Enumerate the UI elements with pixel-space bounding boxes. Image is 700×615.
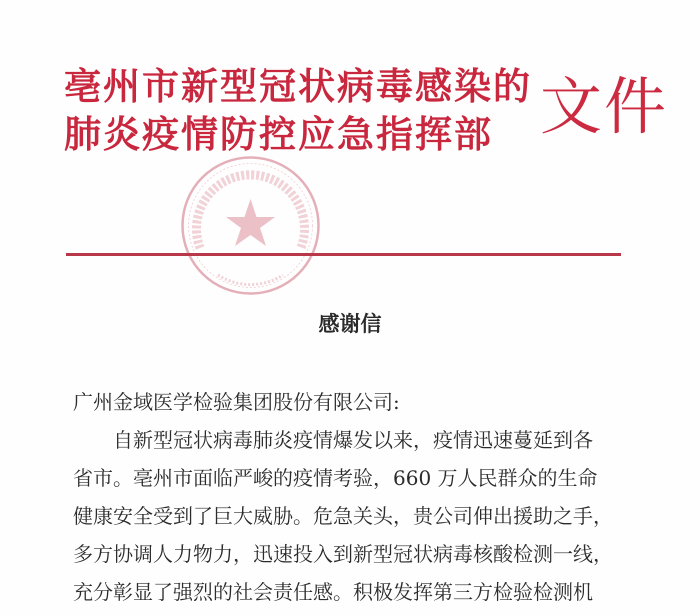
body-line-3: 健康安全受到了巨大威胁。危急关头，贵公司伸出援助之手， — [73, 504, 613, 528]
document-type-label: 文件 — [540, 70, 669, 143]
letter-body — [73, 383, 633, 611]
issuing-authority-title — [64, 62, 532, 158]
authority-title-line-2: 肺炎疫情防控应急指挥部 — [64, 112, 493, 156]
body-line-4: 多方协调人力物力，迅速投入到新型冠状病毒核酸检测一线， — [73, 542, 613, 566]
salutation: 广州金域医学检验集团股份有限公司: — [73, 390, 400, 414]
official-seal-icon — [178, 153, 323, 298]
body-line-1: 自新型冠状病毒肺炎疫情爆发以来，疫情迅速蔓延到各 — [113, 428, 593, 452]
letter-title: 感谢信 — [318, 312, 382, 336]
authority-title-line-1: 亳州市新型冠状病毒感染的 — [64, 64, 532, 108]
body-line-5: 充分彰显了强烈的社会责任感。积极发挥第三方检验检测机 — [73, 580, 593, 604]
body-line-2: 省市。亳州市面临严峻的疫情考验，660 万人民群众的生命 — [73, 466, 598, 490]
star-icon — [226, 199, 275, 246]
red-header-divider — [66, 253, 621, 256]
